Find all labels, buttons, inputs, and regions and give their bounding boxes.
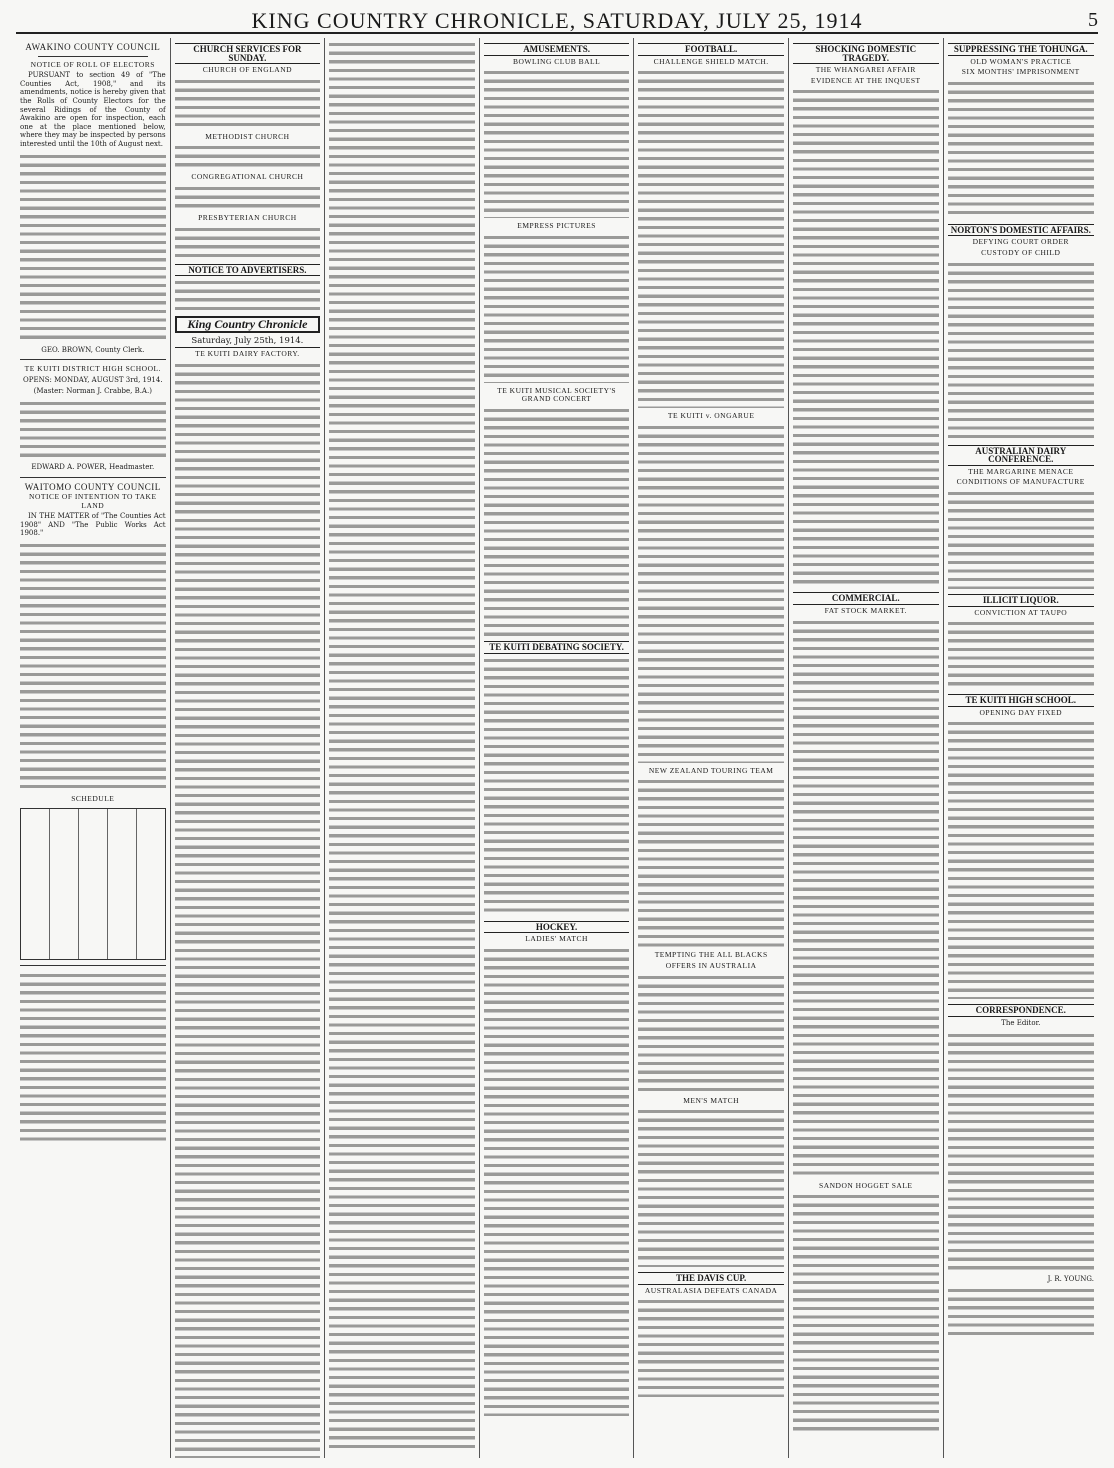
editor-salutation: The Editor. xyxy=(1001,1018,1041,1027)
body-text-block xyxy=(948,260,1094,440)
heading-mens-match: MEN'S MATCH xyxy=(683,1095,740,1105)
column-5 xyxy=(634,38,789,1458)
divider xyxy=(20,965,166,966)
schedule-column xyxy=(79,809,108,959)
heading-ladies-match: LADIES' MATCH xyxy=(525,934,588,944)
heading-church-england: CHURCH OF ENGLAND xyxy=(202,65,293,75)
heading-six-months: SIX MONTHS' IMPRISONMENT xyxy=(961,67,1080,77)
schedule-heading: SCHEDULE xyxy=(71,794,115,804)
body-text-block xyxy=(175,225,321,259)
body-text-block xyxy=(638,1107,784,1267)
body-text-block xyxy=(948,79,1094,219)
masthead xyxy=(16,8,1098,34)
body-text-block xyxy=(793,87,939,587)
body-text-block xyxy=(484,656,630,916)
masthead-title: KING COUNTRY CHRONICLE, SATURDAY, JULY 25, 1914 xyxy=(251,8,863,33)
heading-musical-society: TE KUITI MUSICAL SOCIETY'S GRAND CONCERT xyxy=(497,385,617,404)
heading-congregational: CONGREGATIONAL CHURCH xyxy=(191,172,304,182)
heading-ongarue: TE KUITI v. ONGARUE xyxy=(667,411,755,421)
heading-hockey: HOCKEY. xyxy=(484,921,630,934)
divider xyxy=(20,359,166,360)
heading-opening-day: OPENING DAY FIXED xyxy=(979,707,1063,717)
paper-name-banner: King Country Chronicle xyxy=(175,316,321,333)
body-text-block xyxy=(484,406,630,636)
opening-date: OPENS: MONDAY, AUGUST 3rd, 1914. xyxy=(23,375,163,384)
heading-custody: CUSTODY OF CHILD xyxy=(981,247,1061,257)
heading-nz-touring-team: NEW ZEALAND TOURING TEAM xyxy=(648,765,774,775)
paper-date: Saturday, July 25th, 1914. xyxy=(175,335,321,349)
body-text-block xyxy=(484,68,630,218)
body-text-block xyxy=(175,184,321,210)
body-text-block xyxy=(948,619,1094,689)
column-1 xyxy=(16,38,171,1458)
heading-old-woman: OLD WOMAN'S PRACTICE xyxy=(970,56,1072,66)
heading-tohunga: SUPPRESSING THE TOHUNGA. xyxy=(948,43,1094,56)
heading-fat-stock: FAT STOCK MARKET. xyxy=(824,605,907,615)
column-3 xyxy=(325,38,480,1458)
heading-domestic-tragedy: SHOCKING DOMESTIC TRAGEDY. xyxy=(793,43,939,64)
divider xyxy=(38,56,148,57)
page-number: 5 xyxy=(1088,9,1098,31)
column-4 xyxy=(480,38,635,1458)
body-text-block xyxy=(793,1192,939,1432)
heading-margarine: THE MARGARINE MENACE xyxy=(968,466,1074,476)
heading-challenge-shield: CHALLENGE SHIELD MATCH. xyxy=(653,56,769,66)
heading-high-school: TE KUITI DISTRICT HIGH SCHOOL. xyxy=(24,364,161,374)
body-text-block xyxy=(638,423,784,763)
heading-intention: NOTICE OF INTENTION TO TAKE LAND xyxy=(29,492,157,510)
column-2 xyxy=(171,38,326,1458)
heading-methodist: METHODIST CHURCH xyxy=(205,131,290,141)
body-text-block xyxy=(175,77,321,129)
heading-norton: NORTON'S DOMESTIC AFFAIRS. xyxy=(948,224,1094,237)
schedule-column xyxy=(50,809,79,959)
body-text-block xyxy=(948,489,1094,589)
schedule-table xyxy=(20,808,166,960)
body-text-block xyxy=(793,618,939,1178)
body-text-block xyxy=(484,946,630,1416)
heading-roll: NOTICE OF ROLL OF ELECTORS xyxy=(30,59,155,69)
heading-whangarei: THE WHANGAREI AFFAIR xyxy=(815,65,916,75)
master-name: (Master: Norman J. Crabbe, B.A.) xyxy=(33,387,152,396)
divider xyxy=(20,477,166,478)
heading-advertisers: NOTICE TO ADVERTISERS. xyxy=(175,264,321,277)
roll-notice-text: PURSUANT to section 49 of "The Counties Act, 1908," and its amendments, notice is hereby given that the Rolls of County Electors for the several Ridings of the County of Awakino are open for inspection, each one at the place mentioned below, where they may be inspected by persons interested until the 10th of August next. xyxy=(20,71,166,148)
body-text-block xyxy=(20,152,166,342)
heading-bowling-ball: BOWLING CLUB BALL xyxy=(512,56,601,66)
heading-football: FOOTBALL. xyxy=(638,43,784,56)
heading-conditions: CONDITIONS OF MANUFACTURE xyxy=(956,477,1085,487)
heading-church-services: CHURCH SERVICES FOR SUNDAY. xyxy=(175,43,321,64)
letter-signature: J. R. YOUNG. xyxy=(1047,1274,1094,1283)
column-6 xyxy=(789,38,944,1458)
heading-presbyterian: PRESBYTERIAN CHURCH xyxy=(198,212,297,222)
body-text-block xyxy=(20,541,166,791)
heading-commercial: COMMERCIAL. xyxy=(793,592,939,605)
heading-correspondence: CORRESPONDENCE. xyxy=(948,1004,1094,1017)
body-text-block xyxy=(329,40,475,1448)
body-text-block xyxy=(175,361,321,1458)
headmaster-signature: EDWARD A. POWER, Headmaster. xyxy=(31,462,155,471)
heading-awakino: AWAKINO COUNTY COUNCIL xyxy=(25,42,161,52)
schedule-column xyxy=(21,809,50,959)
matter-text: IN THE MATTER of "The Counties Act 1908" AND "The Public Works Act 1908." xyxy=(20,512,166,538)
heading-te-kuiti-high-school: TE KUITI HIGH SCHOOL. xyxy=(948,694,1094,707)
heading-waitomo: WAITOMO COUNTY COUNCIL xyxy=(24,481,161,492)
column-7 xyxy=(944,38,1098,1458)
heading-sandon-sale: SANDON HOGGET SALE xyxy=(819,1180,913,1190)
heading-dairy-factory: TE KUITI DAIRY FACTORY. xyxy=(195,349,300,359)
body-text-block xyxy=(175,143,321,169)
body-text-block xyxy=(638,1297,784,1397)
heading-defying: DEFYING COURT ORDER xyxy=(972,237,1069,247)
heading-offers: OFFERS IN AUSTRALIA xyxy=(665,960,757,970)
body-text-block xyxy=(948,1286,1094,1336)
clerk-signature: GEO. BROWN, County Clerk. xyxy=(41,345,145,354)
schedule-column xyxy=(108,809,137,959)
heading-davis-cup: THE DAVIS CUP. xyxy=(638,1272,784,1285)
body-text-block xyxy=(484,233,630,383)
heading-illicit-liquor: ILLICIT LIQUOR. xyxy=(948,594,1094,607)
heading-dairy-conference: AUSTRALIAN DAIRY CONFERENCE. xyxy=(948,445,1094,466)
heading-empress-pictures: EMPRESS PICTURES xyxy=(517,221,596,231)
body-text-block xyxy=(638,68,784,408)
heading-evidence: EVIDENCE AT THE INQUEST xyxy=(810,75,921,85)
schedule-column xyxy=(137,809,165,959)
body-text-block xyxy=(20,399,166,459)
heading-australasia: AUSTRALASIA DEFEATS CANADA xyxy=(644,1285,778,1295)
heading-all-blacks: TEMPTING THE ALL BLACKS xyxy=(654,950,768,960)
body-text-block xyxy=(175,278,321,312)
body-text-block xyxy=(638,973,784,1093)
body-text-block xyxy=(20,971,166,1141)
body-text-block xyxy=(948,719,1094,999)
heading-taupo: CONVICTION AT TAUPO xyxy=(974,607,1068,617)
heading-debating-society: TE KUITI DEBATING SOCIETY. xyxy=(484,641,630,654)
body-text-block xyxy=(638,777,784,947)
columns xyxy=(16,38,1098,1458)
body-text-block xyxy=(948,1031,1094,1271)
heading-amusements: AMUSEMENTS. xyxy=(484,43,630,56)
